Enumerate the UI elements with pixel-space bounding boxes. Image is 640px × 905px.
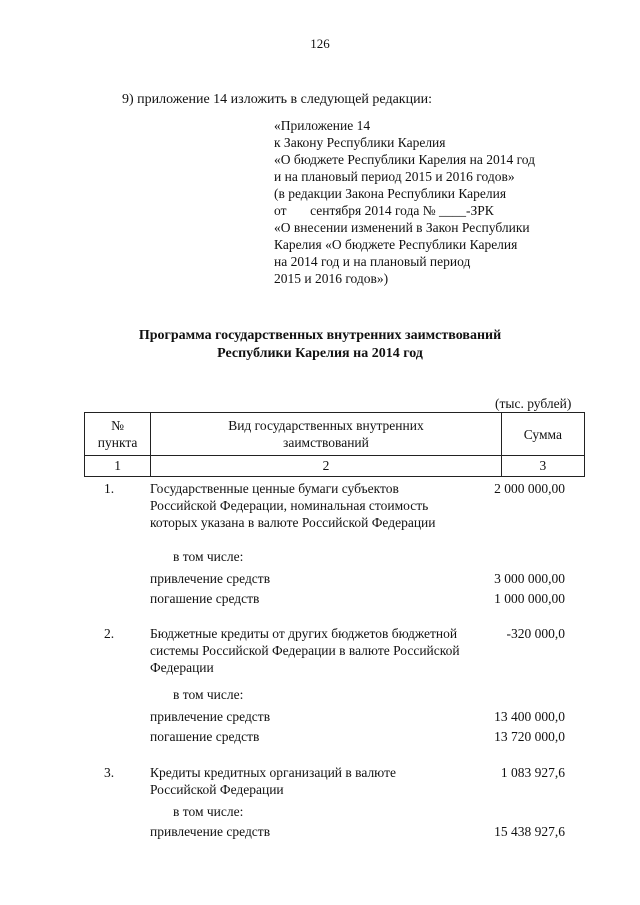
page-number: 126 <box>310 36 330 51</box>
borrow-amount: 13 400 000,0 <box>494 709 565 724</box>
units-label: (тыс. рублей) <box>495 396 572 411</box>
annex-line: (в редакции Закона Республики Карелия <box>274 186 507 201</box>
borrow-amount: 3 000 000,00 <box>494 571 565 586</box>
annex-line: «О бюджете Республики Карелия на 2014 год <box>274 152 536 167</box>
annex-line: «О внесении изменений в Закон Республики <box>274 220 530 235</box>
including-label: в том числе: <box>173 804 244 819</box>
repay-amount: 1 000 000,00 <box>494 591 565 606</box>
header-kind: Вид государственных внутренних заимствований <box>151 413 501 456</box>
header-number: № пункта <box>85 413 151 456</box>
annex-line: «Приложение 14 <box>274 118 371 133</box>
title-line-2: Республики Карелия на 2014 год <box>217 346 423 361</box>
item-number: 1. <box>104 481 115 496</box>
column-index-1: 1 <box>85 456 151 477</box>
column-index-2: 2 <box>151 456 501 477</box>
item-amount: -320 000,0 <box>506 626 565 641</box>
repay-amount: 13 720 000,0 <box>494 729 565 744</box>
annex-line: на 2014 год и на плановый период <box>274 254 471 269</box>
header-sum: Сумма <box>501 413 584 456</box>
amendment-intro: 9) приложение 14 изложить в следующей редакции: <box>122 92 432 107</box>
item-amount: 1 083 927,6 <box>500 765 565 780</box>
annex-line: от сентября 2014 года № ____-ЗРК <box>274 203 494 218</box>
repay-label: погашение средств <box>150 591 260 606</box>
item-name: Кредиты кредитных организаций в валюте Российской Федерации <box>150 765 396 797</box>
including-label: в том числе: <box>173 687 244 702</box>
repay-label: погашение средств <box>150 729 260 744</box>
item-name: Бюджетные кредиты от других бюджетов бюджетной системы Российской Федерации в валюте Российской Федерации <box>150 626 460 675</box>
item-number: 3. <box>104 765 115 780</box>
item-name: Государственные ценные бумаги субъектов Российской Федерации, номинальная стоимость которых указана в валюте Российской Федерации <box>150 481 436 530</box>
item-number: 2. <box>104 626 115 641</box>
item-amount: 2 000 000,00 <box>494 481 565 496</box>
column-index-3: 3 <box>501 456 584 477</box>
table-header <box>84 412 585 477</box>
including-label: в том числе: <box>173 549 244 564</box>
borrow-label: привлечение средств <box>150 571 271 586</box>
borrow-amount: 15 438 927,6 <box>494 824 565 839</box>
borrow-label: привлечение средств <box>150 824 271 839</box>
annex-line: к Закону Республики Карелия <box>274 135 446 150</box>
annex-line: Карелия «О бюджете Республики Карелия <box>274 237 518 252</box>
annex-line: 2015 и 2016 годов») <box>274 271 389 286</box>
title-line-1: Программа государственных внутренних заимствований <box>138 328 502 343</box>
annex-line: и на плановый период 2015 и 2016 годов» <box>274 169 515 184</box>
borrow-label: привлечение средств <box>150 709 271 724</box>
annex-header <box>274 117 535 287</box>
program-title <box>0 327 640 363</box>
